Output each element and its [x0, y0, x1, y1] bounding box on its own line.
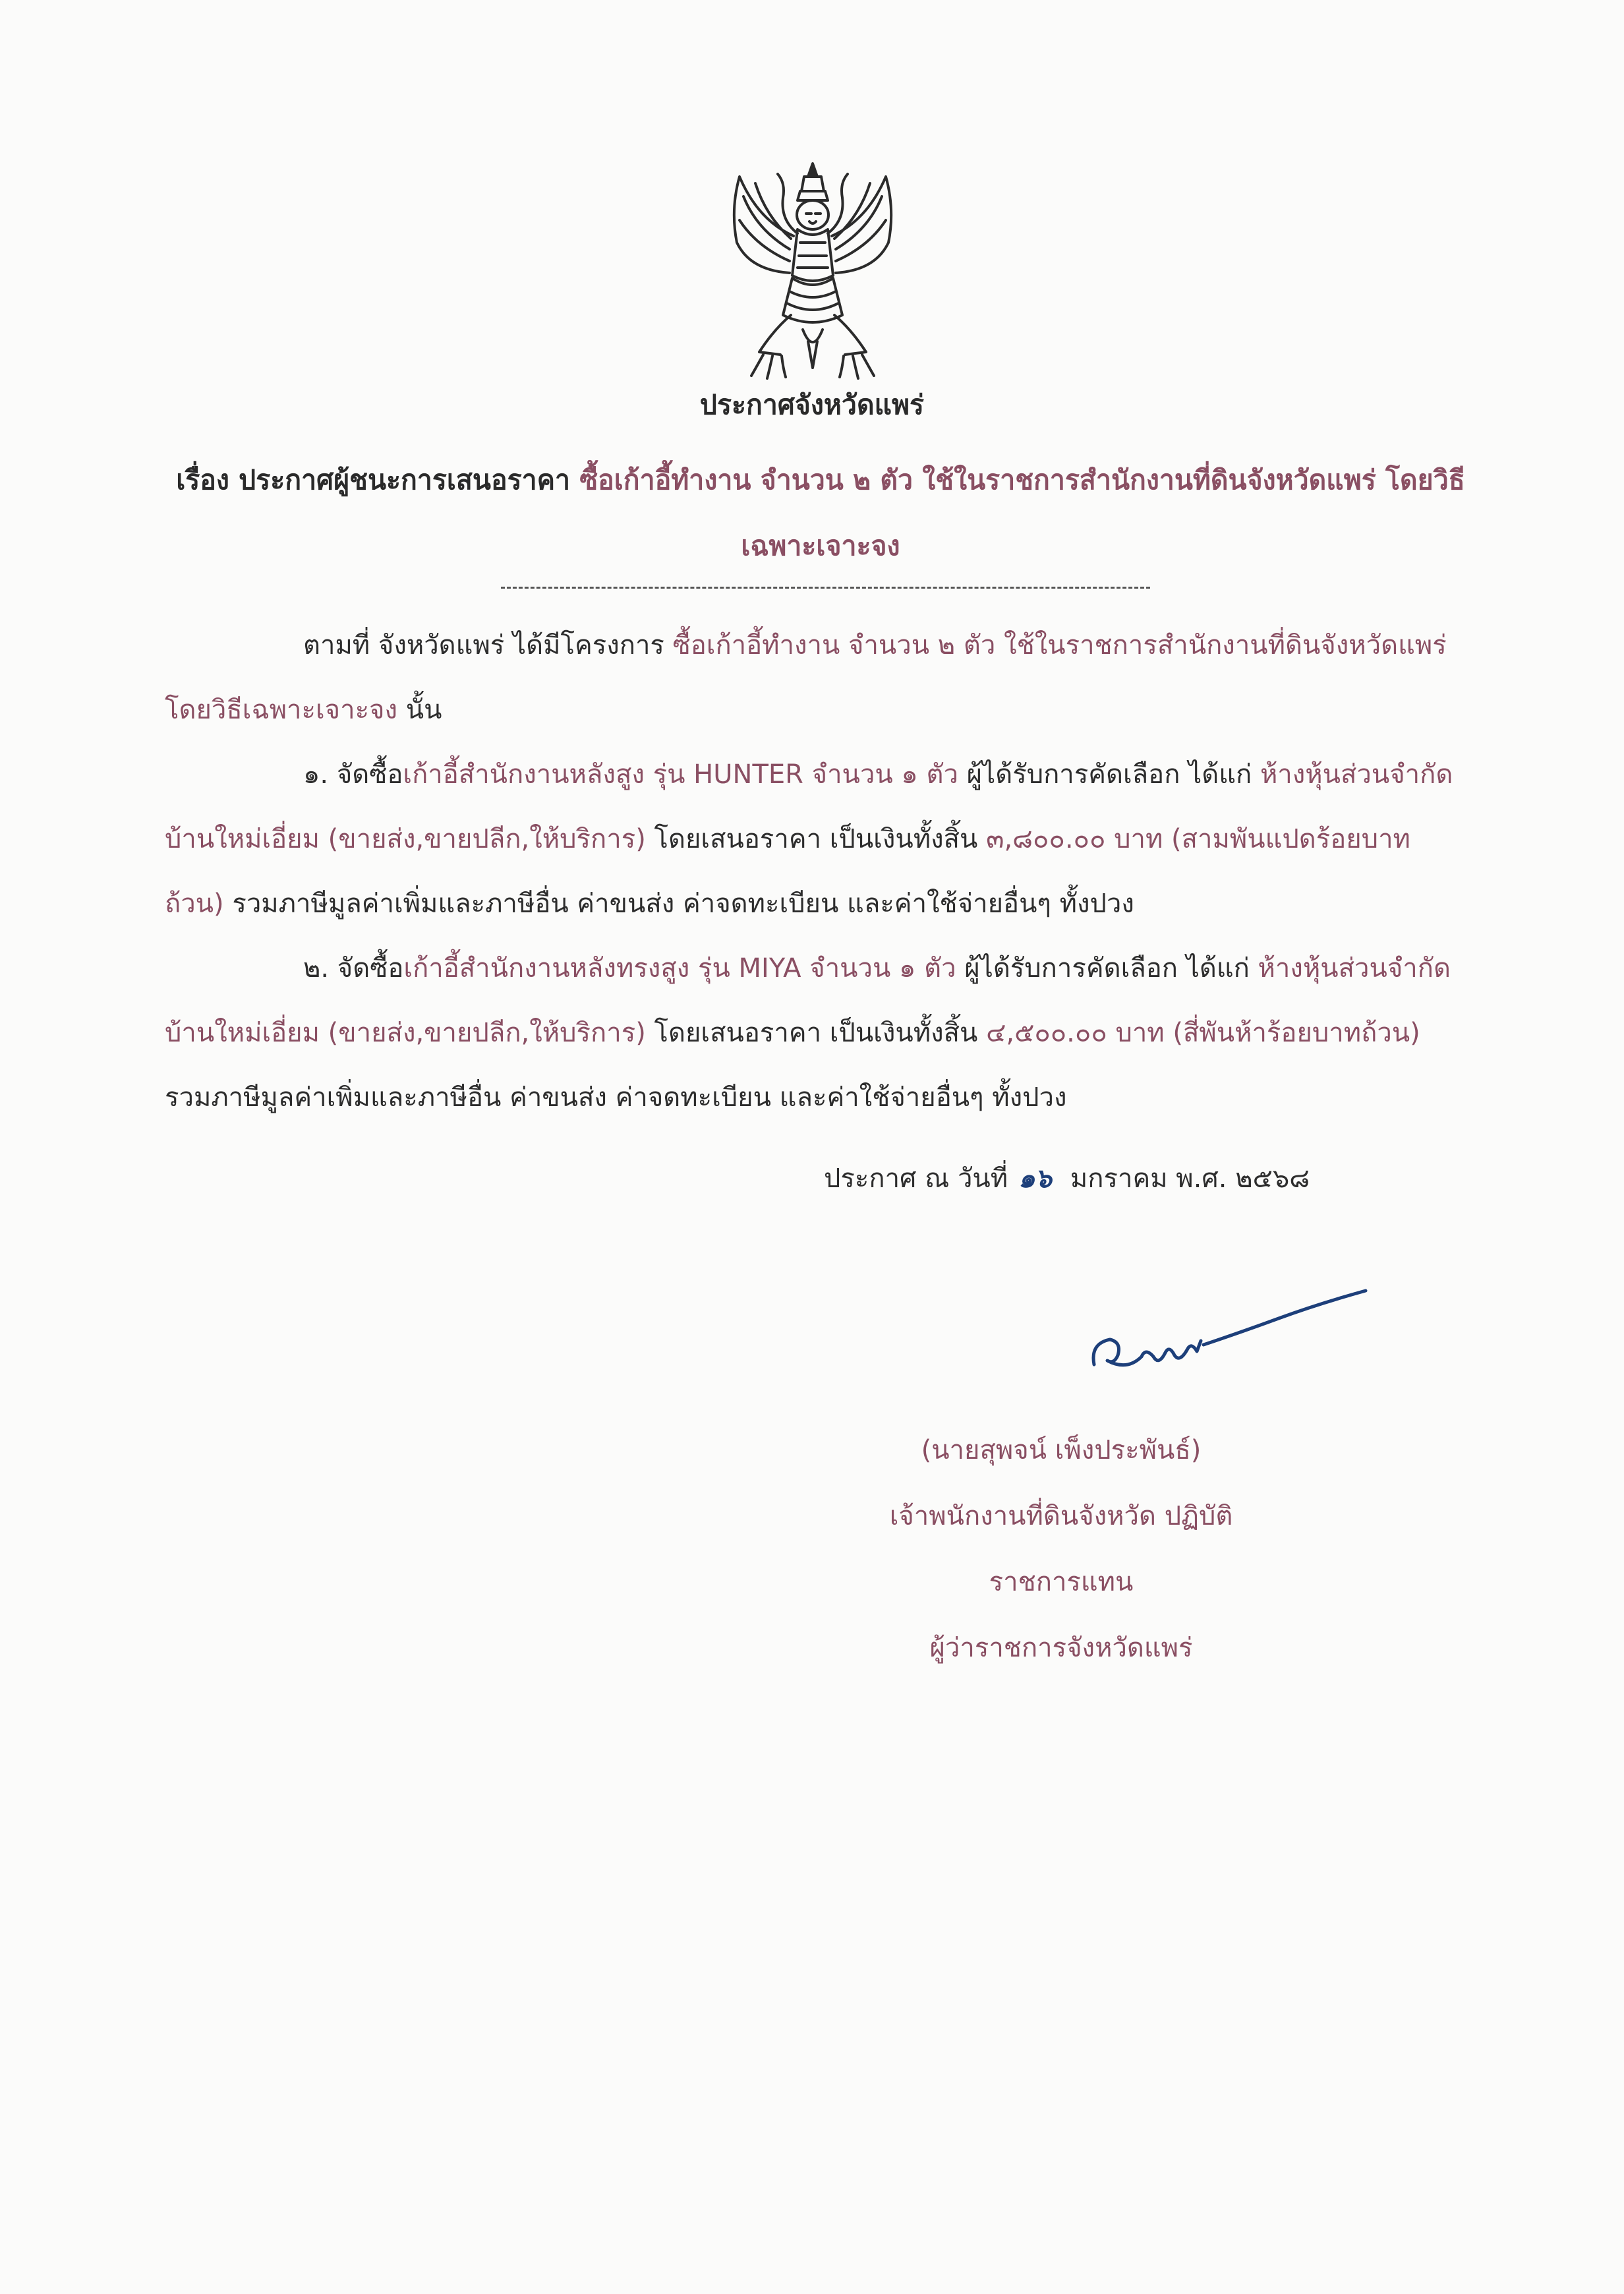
divider-line — [501, 587, 1150, 589]
item-paragraph-1 — [165, 742, 1466, 936]
document-title: ประกาศจังหวัดแพร่ — [699, 389, 925, 421]
garuda-emblem-icon — [717, 157, 908, 388]
subject-text: ซื้อเก้าอี้ทำงาน จำนวน ๒ ตัว ใช้ในราชการสำนักงานที่ดินจังหวัดแพร่ โดยวิธีเฉพาะเจาะจง — [579, 464, 1465, 562]
item-vendor: ห้างหุ้นส่วนจำกัด บ้านใหม่เอี่ยม (ขายส่ง,ขายปลีก,ให้บริการ) — [165, 759, 1453, 854]
item-prefix: ๑. จัดซื้อ — [303, 759, 403, 790]
signer-position: เจ้าพนักงานที่ดินจังหวัด ปฏิบัติราชการแทน — [889, 1501, 1233, 1597]
subject-label: เรื่อง ประกาศผู้ชนะการเสนอราคา — [176, 464, 580, 496]
announcement-date — [824, 1157, 1310, 1199]
item-vendor: ห้างหุ้นส่วนจำกัด บ้านใหม่เอี่ยม (ขายส่ง,ขายปลีก,ให้บริการ) — [165, 953, 1451, 1048]
item-description: เก้าอี้สำนักงานหลังสูง รุ่น HUNTER จำนวน ๑ ตัว — [403, 759, 958, 790]
document-subject — [165, 447, 1476, 579]
item-description: เก้าอี้สำนักงานหลังทรงสูง รุ่น MIYA จำนวน ๑ ตัว — [403, 953, 956, 984]
item-price: ๓,๘๐๐.๐๐ บาท (สามพันแปดร้อยบาทถ้วน) — [165, 824, 1410, 919]
item-price-label: โดยเสนอราคา เป็นเงินทั้งสิ้น — [645, 1018, 987, 1048]
intro-paragraph — [165, 613, 1466, 742]
item-price: ๔,๕๐๐.๐๐ บาท (สี่พันห้าร้อยบาทถ้วน) — [986, 1018, 1420, 1048]
signer-on-behalf: ผู้ว่าราชการจังหวัดแพร่ — [929, 1633, 1193, 1663]
item-paragraph-2 — [165, 936, 1466, 1130]
intro-suffix: นั้น — [397, 695, 442, 725]
item-mid: ผู้ได้รับการคัดเลือก ได้แก่ — [956, 953, 1258, 984]
item-mid: ผู้ได้รับการคัดเลือก ได้แก่ — [958, 759, 1260, 790]
intro-project: ซื้อเก้าอี้ทำงาน จำนวน ๒ ตัว ใช้ในราชการสำนักงานที่ดินจังหวัดแพร่ โดยวิธีเฉพาะเจาะจง — [165, 630, 1447, 725]
date-day: ๑๖ — [1018, 1163, 1052, 1194]
handwritten-signature — [1081, 1279, 1378, 1397]
signer-block — [850, 1417, 1272, 1681]
announcement-body — [165, 613, 1466, 1130]
item-prefix: ๒. จัดซื้อ — [303, 953, 404, 984]
date-rest: มกราคม พ.ศ. ๒๕๖๘ — [1070, 1163, 1310, 1194]
signer-name: (นายสุพจน์ เพ็งประพันธ์) — [921, 1435, 1202, 1465]
item-tail: รวมภาษีมูลค่าเพิ่มและภาษีอื่น ค่าขนส่ง ค่าจดทะเบียน และค่าใช้จ่ายอื่นๆ ทั้งปวง — [223, 889, 1134, 919]
item-price-label: โดยเสนอราคา เป็นเงินทั้งสิ้น — [645, 824, 987, 854]
intro-prefix: ตามที่ จังหวัดแพร่ ได้มีโครงการ — [303, 630, 673, 661]
item-tail: รวมภาษีมูลค่าเพิ่มและภาษีอื่น ค่าขนส่ง ค่าจดทะเบียน และค่าใช้จ่ายอื่นๆ ทั้งปวง — [165, 1082, 1067, 1113]
date-label: ประกาศ ณ วันที่ — [824, 1163, 1008, 1194]
